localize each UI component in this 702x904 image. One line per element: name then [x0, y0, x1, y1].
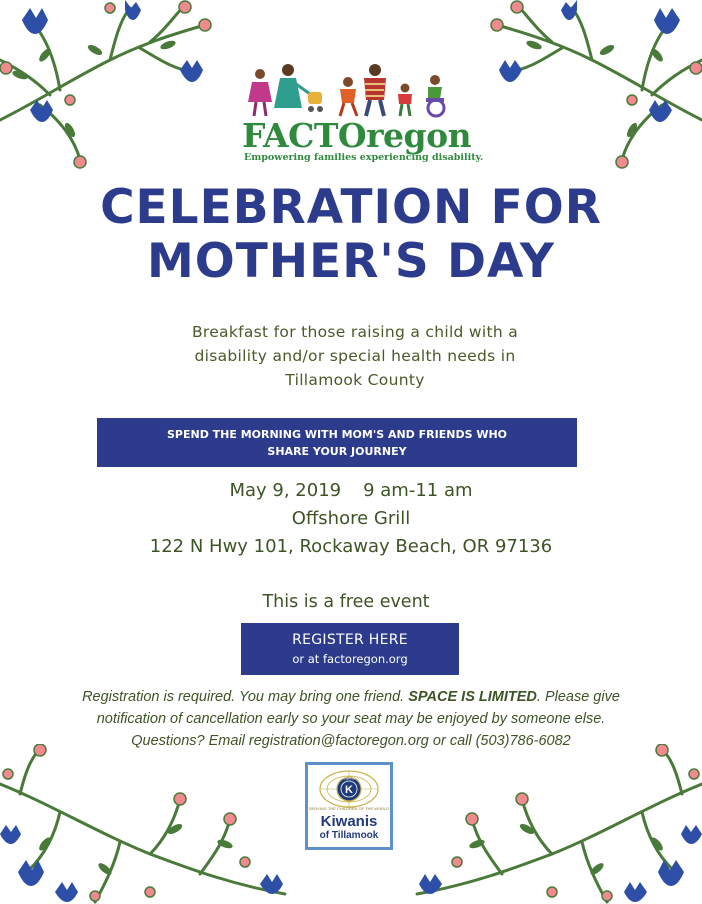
event-description — [120, 320, 590, 392]
description-line-2: disability and/or special health needs in — [194, 347, 516, 365]
svg-text:K: K — [345, 784, 353, 796]
free-event-note: This is a free event — [262, 592, 430, 612]
vine-decoration-bottom-right-icon — [412, 744, 702, 904]
vine-decoration-bottom-left-icon — [0, 744, 290, 904]
headline-line-1: CELEBRATION FOR — [100, 180, 602, 235]
kiwanis-motto: SERVING THE CHILDREN OF THE WORLD — [308, 806, 390, 811]
kiwanis-chapter: of Tillamook — [319, 830, 379, 841]
logo-fact: FACT — [242, 116, 338, 155]
description-line-3: Tillamook County — [285, 371, 425, 389]
fact-oregon-logo — [236, 62, 484, 166]
event-time: 9 am-11 am — [363, 480, 473, 501]
event-venue: Offshore Grill — [291, 508, 411, 529]
note-line-1 — [30, 686, 672, 708]
logo-tagline: Empowering families experiencing disability. — [244, 152, 484, 163]
kiwanis-ring-text: KIWANIS — [342, 776, 356, 781]
kiwanis-emblem-icon — [319, 769, 379, 811]
description-line-1: Breakfast for those raising a child with a — [191, 323, 519, 341]
event-address: 122 N Hwy 101, Rockaway Beach, OR 97136 — [149, 536, 553, 557]
registration-note — [30, 686, 672, 752]
tagline-banner — [97, 418, 577, 467]
event-date-time — [0, 480, 702, 501]
note-line-2: notification of cancellation early so your seat may be enjoyed by someone else. — [96, 711, 606, 727]
register-label: REGISTER HERE — [292, 632, 408, 648]
family-figures-icon — [240, 62, 454, 118]
kiwanis-name: Kiwanis — [320, 813, 378, 830]
banner-line-2: SHARE YOUR JOURNEY — [267, 444, 407, 458]
vine-decoration-top-right-icon — [462, 0, 702, 170]
kiwanis-logo — [305, 762, 393, 850]
event-date: May 9, 2019 — [229, 480, 342, 501]
note-line-3: Questions? Email registration@factoregon.org or call (503)786-6082 — [131, 733, 571, 749]
logo-wordmark — [242, 117, 471, 155]
headline-line-2: MOTHER'S DAY — [147, 234, 555, 289]
note-emphasis: SPACE IS LIMITED — [408, 689, 537, 705]
banner-line-1: SPEND THE MORNING WITH MOM'S AND FRIENDS WHO — [166, 427, 508, 441]
register-alt-link[interactable]: or at factoregon.org — [292, 652, 408, 666]
note-part-2: . Please give — [536, 689, 620, 705]
logo-oregon: Oregon — [337, 116, 472, 155]
note-part-1: Registration is required. You may bring one friend. — [82, 689, 409, 705]
vine-decoration-top-left-icon — [0, 0, 240, 170]
register-button[interactable] — [241, 623, 459, 675]
